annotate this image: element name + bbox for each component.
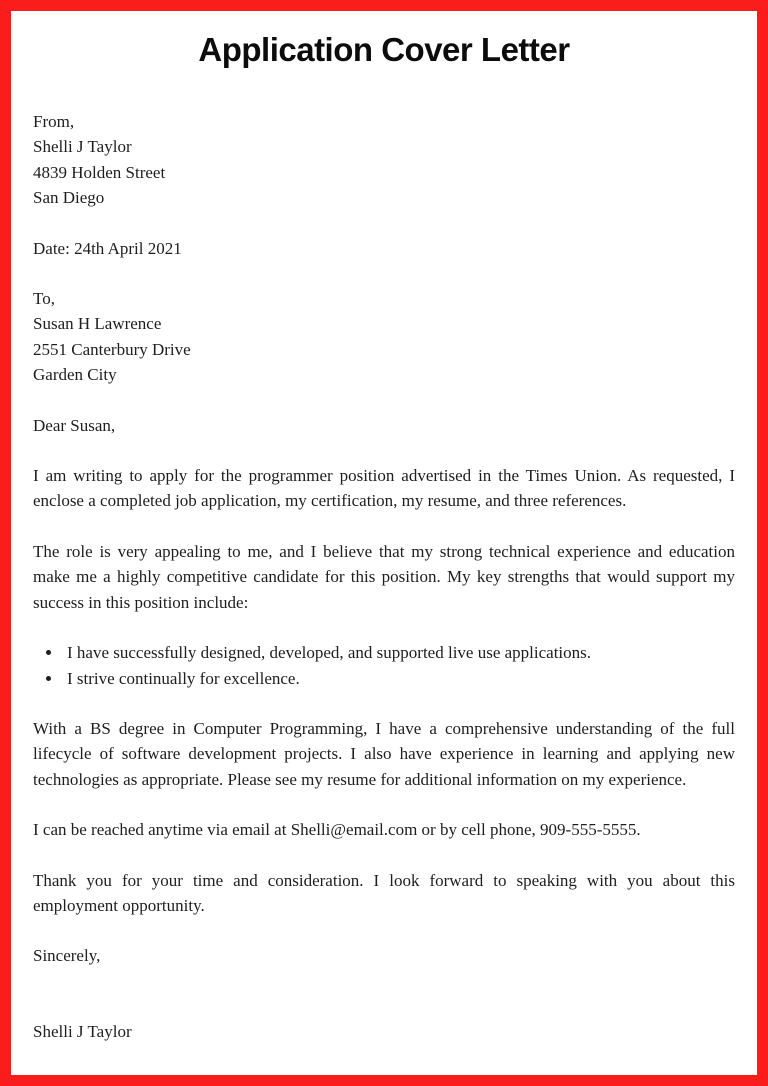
to-city: Garden City [33,365,117,385]
to-street: 2551 Canterbury Drive [33,339,191,359]
list-item: • I have successfully designed, developed, and supported live use applications. [63,640,735,665]
to-address-block [33,286,735,388]
paragraph-role-appeal: The role is very appealing to me, and I believe that my strong technical experience and education make me a highly competitive candidate for this position. My key strengths that would support my success in this position include: [33,541,735,612]
salutation: Dear Susan, [33,415,116,435]
to-label: To, [33,289,55,309]
paragraph-thanks: Thank you for your time and consideration. I look forward to speaking with you about this employment opportunity. [33,870,735,915]
to-name: Susan H Lawrence [33,314,162,334]
from-street: 4839 Holden Street [33,162,166,182]
closing: Sincerely, [33,946,101,966]
signature-name: Shelli J Taylor [33,1021,132,1041]
paragraph-intro: I am writing to apply for the programmer position advertised in the Times Union. As requested, I enclose a completed job application, my certification, my resume, and three references. [33,466,735,511]
strengths-list [33,640,735,691]
list-item: • I strive continually for excellence. [63,666,735,691]
paragraph-contact: I can be reached anytime via email at Shelli@email.com or by cell phone, 909-555-5555. [33,820,641,840]
date-line: Date: 24th April 2021 [33,238,182,258]
from-name: Shelli J Taylor [33,137,132,157]
from-address-block [33,109,735,211]
from-city: San Diego [33,188,105,208]
from-label: From, [33,112,75,131]
page-title: Application Cover Letter [198,31,570,68]
paragraph-degree: With a BS degree in Computer Programming, I have a comprehensive understanding of the full lifecycle of software development projects. I also have experience in learning and applying new technologies as appropriate. Please see my resume for additional information on my experience. [33,718,735,789]
